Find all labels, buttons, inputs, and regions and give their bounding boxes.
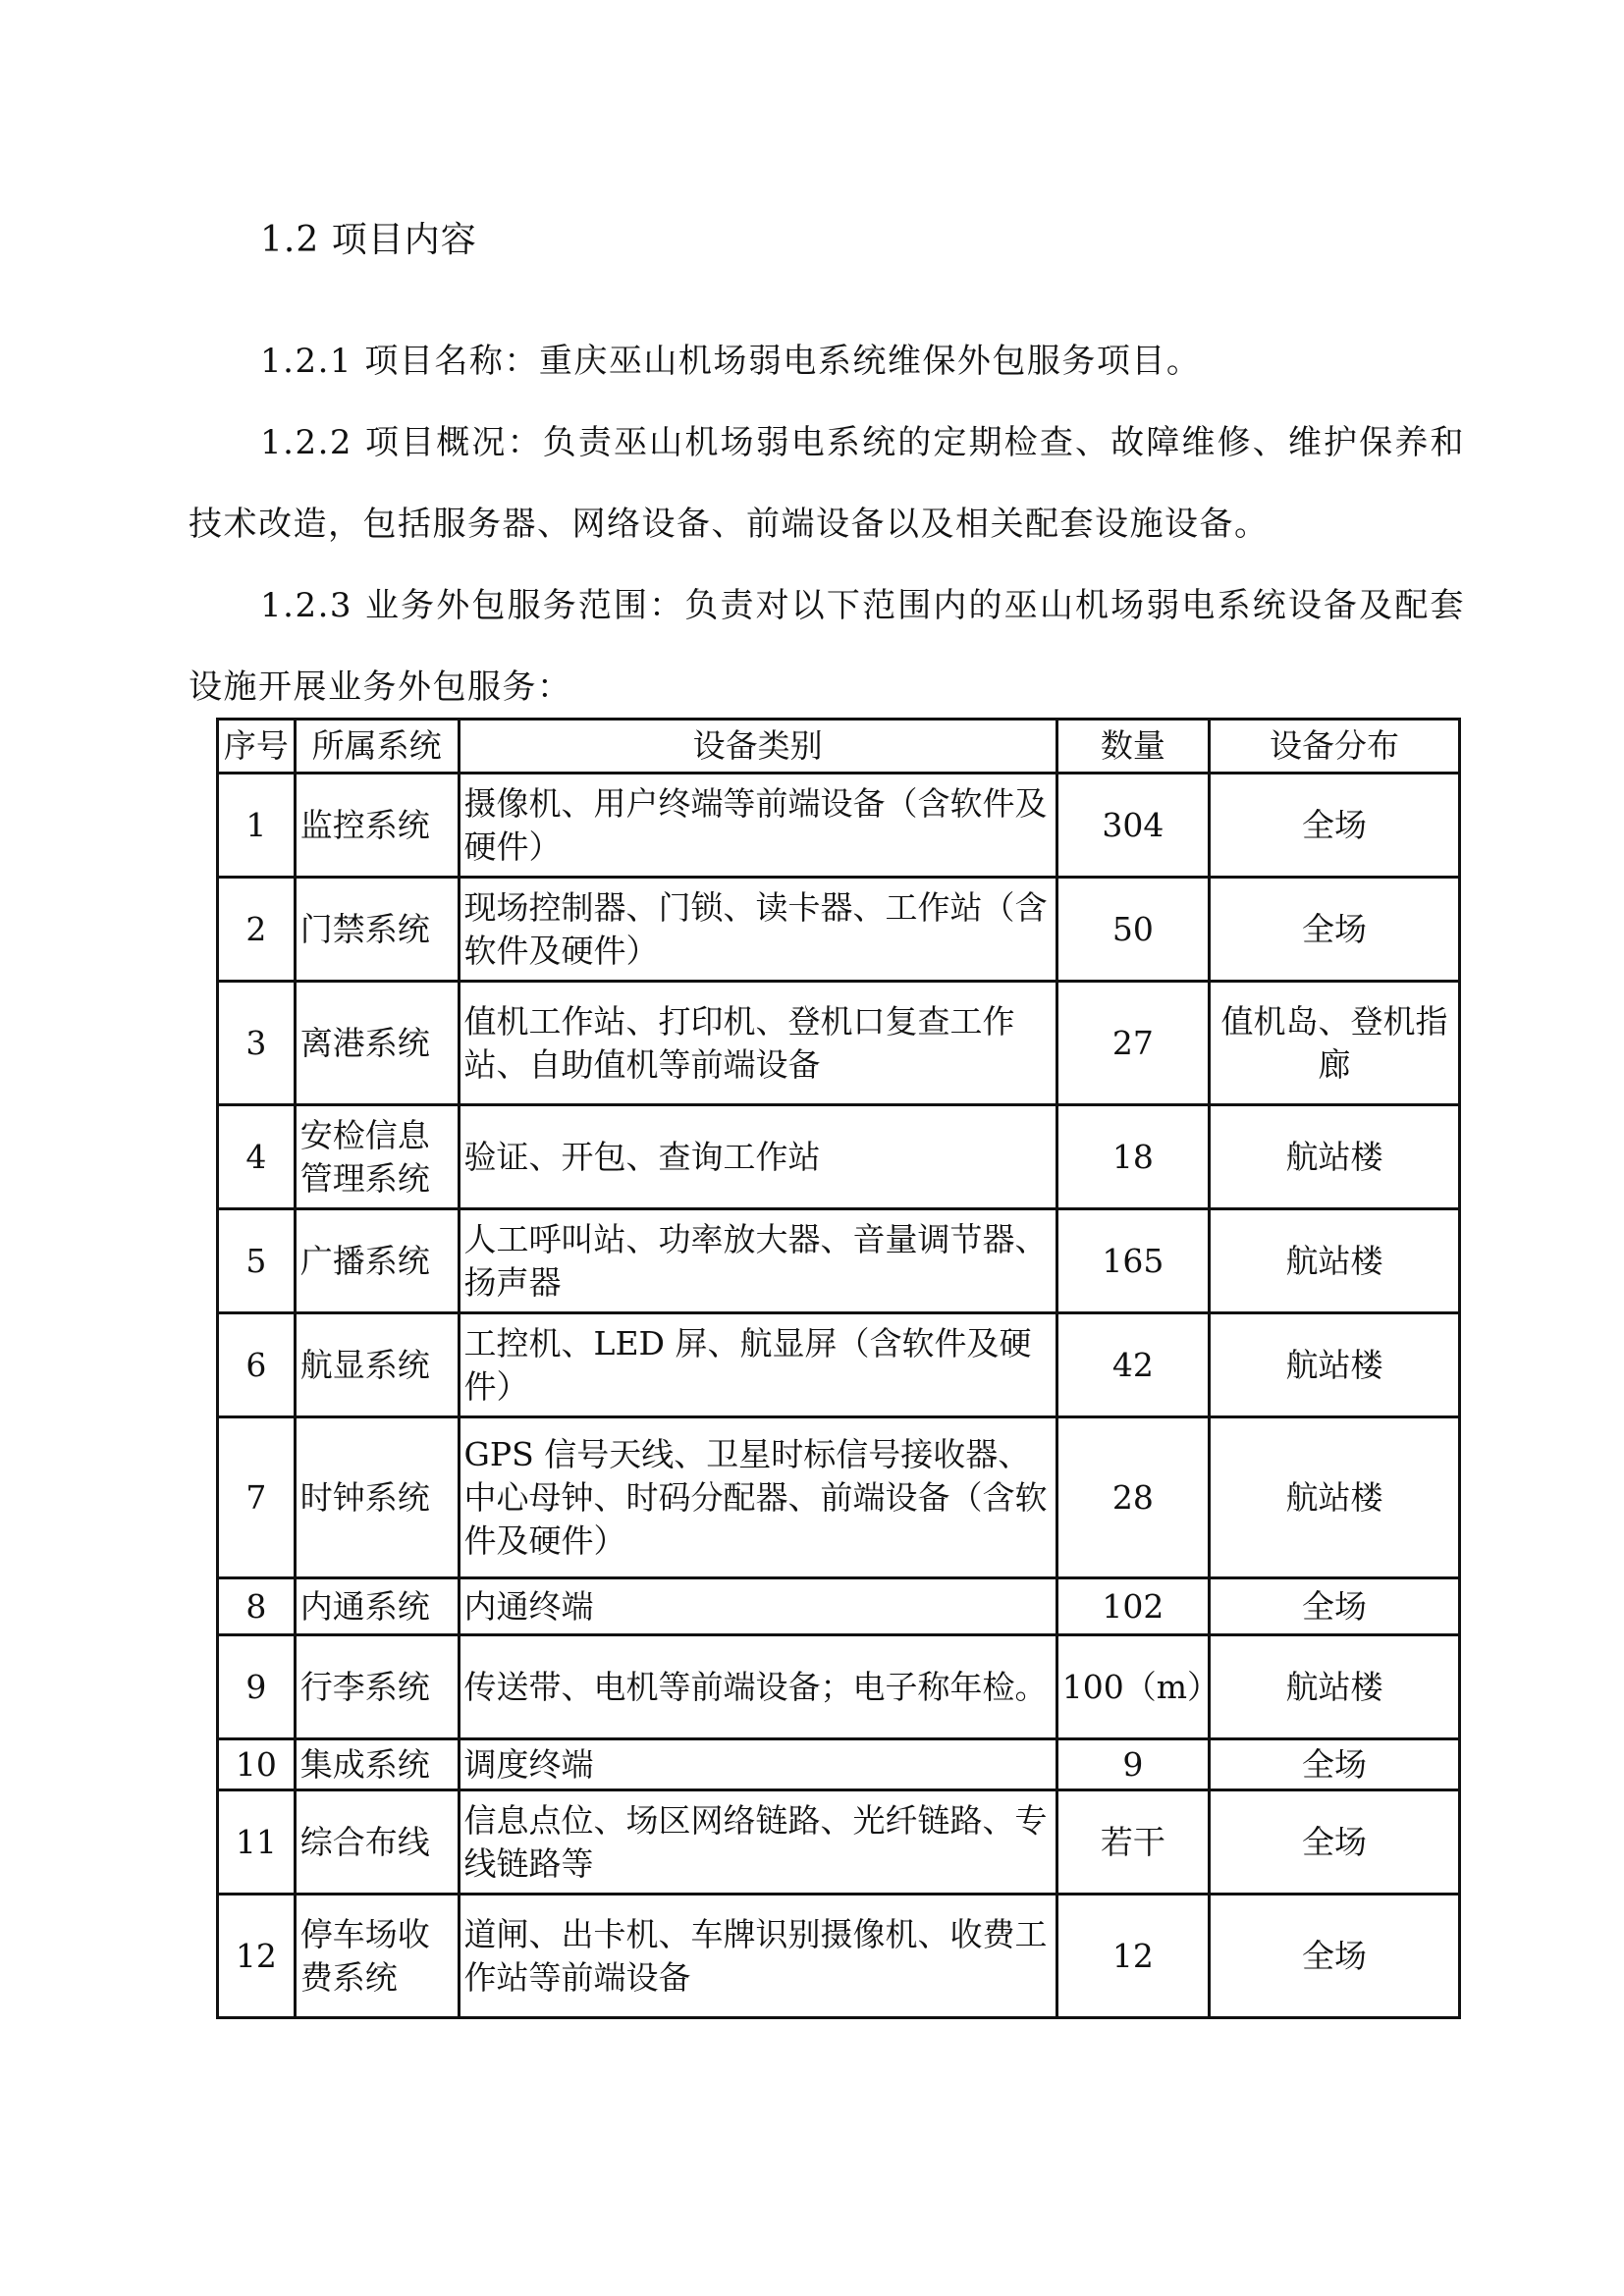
cell-no: 3 bbox=[218, 982, 296, 1105]
paragraph-project-overview: 1.2.2 项目概况：负责巫山机场弱电系统的定期检查、故障维修、维护保养和技术改造，包括服务器、网络设备、前端设备以及相关配套设施设备。 bbox=[189, 423, 1465, 544]
cell-location: 值机岛、登机指廊 bbox=[1210, 982, 1460, 1105]
header-no: 序号 bbox=[218, 720, 296, 774]
cell-location: 航站楼 bbox=[1210, 1635, 1460, 1739]
cell-system: 集成系统 bbox=[295, 1739, 459, 1790]
table-row bbox=[218, 1417, 1460, 1578]
cell-no: 1 bbox=[218, 774, 296, 878]
cell-location: 全场 bbox=[1210, 774, 1460, 878]
cell-category: 值机工作站、打印机、登机口复查工作站、自助值机等前端设备 bbox=[459, 982, 1056, 1105]
header-location: 设备分布 bbox=[1210, 720, 1460, 774]
cell-quantity: 28 bbox=[1056, 1417, 1209, 1578]
cell-category: 摄像机、用户终端等前端设备（含软件及硬件） bbox=[459, 774, 1056, 878]
cell-quantity: 9 bbox=[1056, 1739, 1209, 1790]
header-system: 所属系统 bbox=[295, 720, 459, 774]
table-row bbox=[218, 774, 1460, 878]
section-heading: 1.2 项目内容 bbox=[260, 220, 477, 260]
table-row bbox=[218, 1105, 1460, 1209]
cell-system: 监控系统 bbox=[295, 774, 459, 878]
table-row bbox=[218, 1895, 1460, 2018]
cell-category: 验证、开包、查询工作站 bbox=[459, 1105, 1056, 1209]
table-row bbox=[218, 1209, 1460, 1313]
table-row bbox=[218, 1313, 1460, 1417]
cell-quantity: 18 bbox=[1056, 1105, 1209, 1209]
cell-category: 内通终端 bbox=[459, 1578, 1056, 1635]
cell-no: 2 bbox=[218, 878, 296, 982]
cell-no: 10 bbox=[218, 1739, 296, 1790]
cell-no: 4 bbox=[218, 1105, 296, 1209]
cell-category: 道闸、出卡机、车牌识别摄像机、收费工作站等前端设备 bbox=[459, 1895, 1056, 2018]
table-row bbox=[218, 878, 1460, 982]
cell-system: 广播系统 bbox=[295, 1209, 459, 1313]
cell-quantity: 304 bbox=[1056, 774, 1209, 878]
header-category: 设备类别 bbox=[459, 720, 1056, 774]
cell-quantity: 若干 bbox=[1056, 1790, 1209, 1895]
table-header-row bbox=[218, 720, 1460, 774]
cell-location: 全场 bbox=[1210, 1790, 1460, 1895]
table-row bbox=[218, 1578, 1460, 1635]
cell-quantity: 42 bbox=[1056, 1313, 1209, 1417]
cell-category: GPS 信号天线、卫星时标信号接收器、中心母钟、时码分配器、前端设备（含软件及硬件） bbox=[459, 1417, 1056, 1578]
cell-category: 工控机、LED 屏、航显屏（含软件及硬件） bbox=[459, 1313, 1056, 1417]
cell-location: 全场 bbox=[1210, 1739, 1460, 1790]
table-row bbox=[218, 1635, 1460, 1739]
paragraph-project-name: 1.2.1 项目名称：重庆巫山机场弱电系统维保外包服务项目。 bbox=[260, 342, 1202, 381]
cell-location: 航站楼 bbox=[1210, 1417, 1460, 1578]
cell-quantity: 102 bbox=[1056, 1578, 1209, 1635]
cell-system: 综合布线 bbox=[295, 1790, 459, 1895]
cell-category: 人工呼叫站、功率放大器、音量调节器、扬声器 bbox=[459, 1209, 1056, 1313]
equipment-table bbox=[216, 718, 1461, 2019]
cell-quantity: 50 bbox=[1056, 878, 1209, 982]
cell-location: 全场 bbox=[1210, 1578, 1460, 1635]
cell-no: 11 bbox=[218, 1790, 296, 1895]
cell-no: 6 bbox=[218, 1313, 296, 1417]
cell-category: 现场控制器、门锁、读卡器、工作站（含软件及硬件） bbox=[459, 878, 1056, 982]
table-body bbox=[218, 774, 1460, 2018]
cell-system: 安检信息管理系统 bbox=[295, 1105, 459, 1209]
table-row bbox=[218, 1790, 1460, 1895]
cell-no: 9 bbox=[218, 1635, 296, 1739]
table-row bbox=[218, 1739, 1460, 1790]
cell-quantity: 27 bbox=[1056, 982, 1209, 1105]
cell-system: 停车场收费系统 bbox=[295, 1895, 459, 2018]
cell-system: 时钟系统 bbox=[295, 1417, 459, 1578]
cell-category: 调度终端 bbox=[459, 1739, 1056, 1790]
cell-quantity: 100（m） bbox=[1056, 1635, 1209, 1739]
cell-system: 行李系统 bbox=[295, 1635, 459, 1739]
cell-system: 离港系统 bbox=[295, 982, 459, 1105]
cell-system: 航显系统 bbox=[295, 1313, 459, 1417]
cell-location: 航站楼 bbox=[1210, 1105, 1460, 1209]
cell-no: 7 bbox=[218, 1417, 296, 1578]
paragraph-service-scope: 1.2.3 业务外包服务范围：负责对以下范围内的巫山机场弱电系统设备及配套设施开展业务外包服务： bbox=[189, 586, 1465, 707]
cell-quantity: 165 bbox=[1056, 1209, 1209, 1313]
cell-no: 12 bbox=[218, 1895, 296, 2018]
cell-location: 全场 bbox=[1210, 878, 1460, 982]
cell-category: 传送带、电机等前端设备；电子称年检。 bbox=[459, 1635, 1056, 1739]
cell-location: 全场 bbox=[1210, 1895, 1460, 2018]
header-quantity: 数量 bbox=[1056, 720, 1209, 774]
cell-location: 航站楼 bbox=[1210, 1313, 1460, 1417]
cell-category: 信息点位、场区网络链路、光纤链路、专线链路等 bbox=[459, 1790, 1056, 1895]
cell-no: 8 bbox=[218, 1578, 296, 1635]
table-row bbox=[218, 982, 1460, 1105]
cell-no: 5 bbox=[218, 1209, 296, 1313]
table-header bbox=[218, 720, 1460, 774]
cell-location: 航站楼 bbox=[1210, 1209, 1460, 1313]
cell-system: 门禁系统 bbox=[295, 878, 459, 982]
cell-quantity: 12 bbox=[1056, 1895, 1209, 2018]
cell-system: 内通系统 bbox=[295, 1578, 459, 1635]
